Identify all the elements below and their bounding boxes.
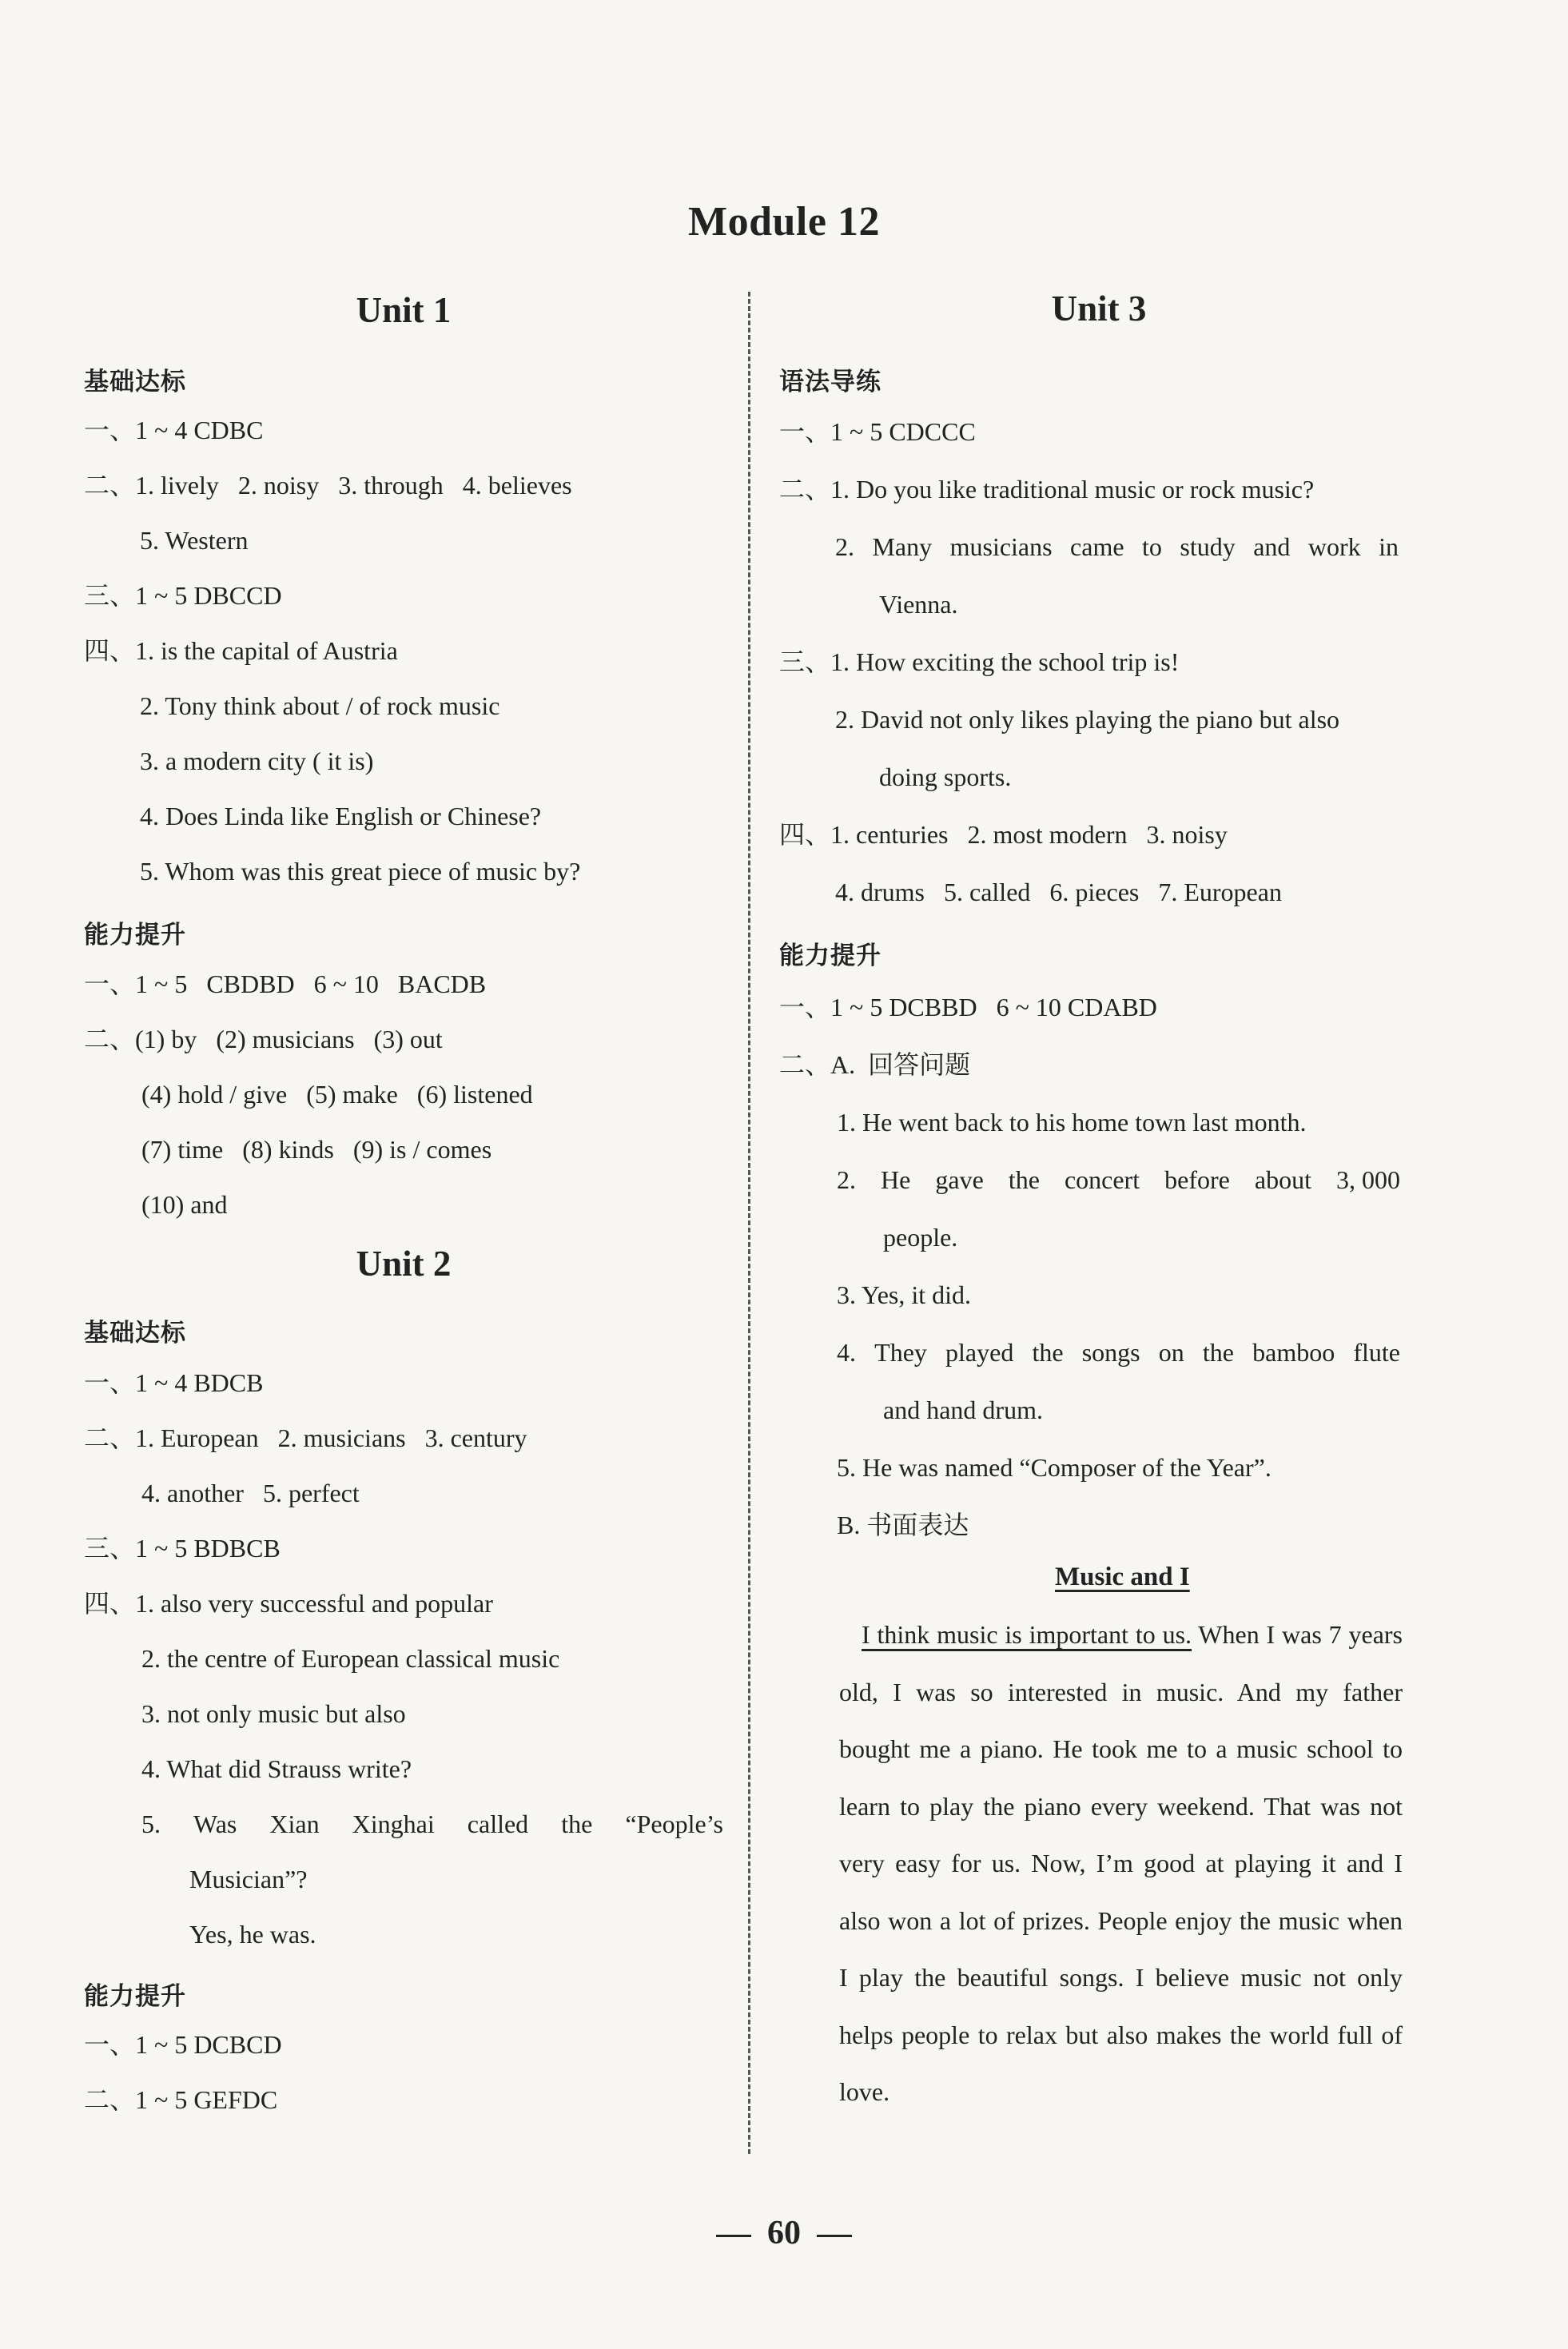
- answer-line: 3. not only music but also: [141, 1699, 406, 1728]
- answer-line-justified: [837, 1336, 1400, 1368]
- page-number: [0, 2214, 1568, 2252]
- answer-line: B. 书面表达: [837, 1511, 969, 1539]
- unit-3-improve-heading: 能力提升: [779, 942, 882, 970]
- unit-3-grammar-heading: 语法导练: [779, 368, 882, 396]
- answer-word: Xinghai: [352, 1810, 435, 1838]
- answer-word: and: [1253, 532, 1291, 561]
- answer-word: to: [1142, 532, 1162, 561]
- unit-2-basic-heading: 基础达标: [84, 1319, 186, 1348]
- answer-line: 一、1 ~ 5 CBDBD 6 ~ 10 BACDB: [84, 969, 487, 998]
- answer-word: on: [1158, 1338, 1184, 1367]
- answer-line: 2. the centre of European classical music: [141, 1644, 560, 1673]
- answer-line: Vienna.: [879, 590, 958, 619]
- answer-word: the: [1008, 1165, 1040, 1194]
- page-title: Module 12: [688, 199, 880, 245]
- answer-word: study: [1180, 532, 1236, 561]
- answer-line: Yes, he was.: [189, 1920, 316, 1949]
- answer-line-justified: [837, 1164, 1400, 1196]
- answer-word: called: [467, 1810, 529, 1838]
- answer-line: 5. Western: [140, 526, 249, 555]
- answer-word: about: [1254, 1165, 1311, 1194]
- answer-line: 三、1 ~ 5 DBCCD: [84, 581, 282, 610]
- answer-line: 5. Whom was this great piece of music by?: [140, 857, 581, 886]
- answer-word: Many: [872, 532, 933, 561]
- answer-word: They: [874, 1338, 927, 1367]
- answer-line: 二、1. European 2. musicians 3. century: [84, 1423, 527, 1452]
- answer-line: 4. another 5. perfect: [141, 1479, 360, 1507]
- answer-line: (7) time (8) kinds (9) is / comes: [141, 1135, 492, 1164]
- answer-line: 三、1. How exciting the school trip is!: [779, 647, 1180, 676]
- answer-word: 2.: [837, 1165, 856, 1194]
- answer-line: 一、1 ~ 5 DCBBD 6 ~ 10 CDABD: [779, 993, 1157, 1021]
- answer-line: 1. He went back to his home town last month.: [837, 1108, 1307, 1137]
- answer-line: 2. David not only likes playing the piano but also: [835, 705, 1340, 734]
- answer-line: 四、1. is the capital of Austria: [84, 636, 398, 665]
- answer-word: before: [1164, 1165, 1230, 1194]
- answer-line: 四、1. centuries 2. most modern 3. noisy: [779, 820, 1228, 849]
- answer-line: 二、1 ~ 5 GEFDC: [84, 2085, 278, 2114]
- essay-body: [839, 1606, 1403, 2121]
- essay-first-sentence: I think music is important to us.: [862, 1620, 1192, 1649]
- unit-1-title: Unit 1: [356, 290, 452, 330]
- column-divider: [748, 292, 750, 2154]
- answer-line: 一、1 ~ 4 BDCB: [84, 1368, 264, 1397]
- answer-line: 3. Yes, it did.: [837, 1280, 972, 1309]
- answer-line-justified: [835, 531, 1399, 563]
- answer-word: musicians: [949, 532, 1053, 561]
- answer-word: songs: [1081, 1338, 1140, 1367]
- answer-word: 5.: [141, 1810, 161, 1838]
- answer-line: 4. Does Linda like English or Chinese?: [140, 802, 542, 830]
- answer-line: 二、1. lively 2. noisy 3. through 4. believes: [84, 471, 572, 500]
- unit-3-title: Unit 3: [1051, 289, 1147, 328]
- page-number-text: 60: [767, 2215, 801, 2251]
- dash-left: [716, 2235, 751, 2237]
- answer-word: 4.: [837, 1338, 856, 1367]
- essay-title: Music and I: [1055, 1563, 1190, 1591]
- answer-word: 2.: [835, 532, 854, 561]
- unit-2-title: Unit 2: [356, 1244, 452, 1284]
- unit-1-basic-heading: 基础达标: [84, 368, 186, 396]
- answer-word: bamboo: [1252, 1338, 1335, 1367]
- answer-word: Xian: [269, 1810, 320, 1838]
- answer-word: He: [881, 1165, 911, 1194]
- answer-word: in: [1379, 532, 1399, 561]
- answer-line: 4. What did Strauss write?: [141, 1754, 412, 1783]
- answer-line: 4. drums 5. called 6. pieces 7. European: [835, 878, 1282, 906]
- answer-word: the: [561, 1810, 593, 1838]
- answer-line: Musician”?: [189, 1865, 308, 1893]
- answer-word: played: [945, 1338, 1014, 1367]
- answer-line: 四、1. also very successful and popular: [84, 1589, 493, 1618]
- unit-2-improve-heading: 能力提升: [84, 1982, 186, 2011]
- unit-1-improve-heading: 能力提升: [84, 921, 186, 950]
- answer-line: and hand drum.: [883, 1395, 1043, 1424]
- answer-word: Was: [193, 1810, 237, 1838]
- answer-line: (4) hold / give (5) make (6) listened: [141, 1080, 533, 1109]
- essay-text: When I was 7 years old, I was so interested in music. And my father bought me a piano. He took me to a music school to learn to play the piano every weekend. That was not very easy for us. Now, I’m good at playing it and I also won a lot of prizes. People enjoy the music when I play the beautiful songs. I believe music not only helps people to relax but also makes the world full of love.: [839, 1620, 1403, 2106]
- answer-line: people.: [883, 1223, 958, 1252]
- answer-word: the: [1202, 1338, 1234, 1367]
- answer-word: the: [1032, 1338, 1064, 1367]
- answer-word: 3, 000: [1336, 1165, 1400, 1194]
- answer-line-justified: [141, 1808, 723, 1840]
- answer-line: 一、1 ~ 4 CDBC: [84, 416, 264, 444]
- answer-line: 一、1 ~ 5 CDCCC: [779, 417, 976, 446]
- answer-word: gave: [935, 1165, 984, 1194]
- answer-line: 一、1 ~ 5 DCBCD: [84, 2030, 282, 2059]
- answer-line: 5. He was named “Composer of the Year”.: [837, 1453, 1272, 1482]
- answer-line: doing sports.: [879, 762, 1012, 791]
- answer-line: (10) and: [141, 1190, 228, 1219]
- answer-word: “People’s: [625, 1810, 723, 1838]
- answer-line: 二、(1) by (2) musicians (3) out: [84, 1025, 443, 1053]
- dash-right: [817, 2235, 852, 2237]
- answer-line: 二、1. Do you like traditional music or rock music?: [779, 475, 1315, 504]
- answer-line: 3. a modern city ( it is): [140, 747, 374, 775]
- answer-word: concert: [1064, 1165, 1140, 1194]
- answer-line: 三、1 ~ 5 BDBCB: [84, 1534, 281, 1563]
- answer-word: flute: [1353, 1338, 1400, 1367]
- answer-line: 二、A. 回答问题: [779, 1050, 971, 1079]
- answer-line: 2. Tony think about / of rock music: [140, 691, 500, 720]
- answer-word: work: [1307, 532, 1361, 561]
- answer-word: came: [1070, 532, 1124, 561]
